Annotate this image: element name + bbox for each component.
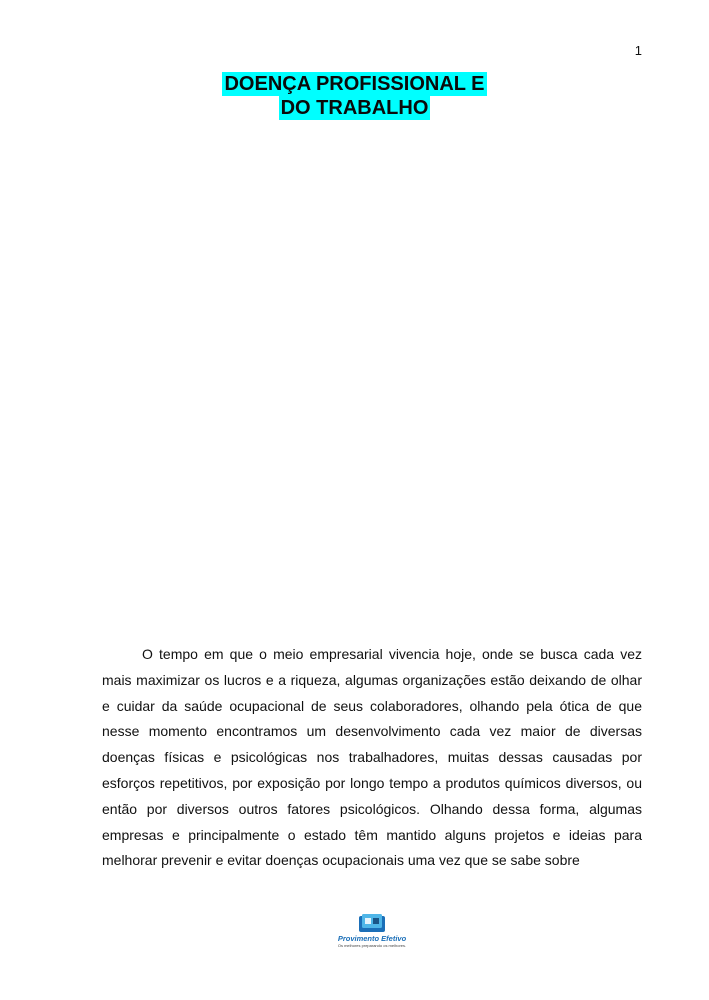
- paragraph-line: O tempo em que o meio empresarial vivencia hoje, onde se busca cada vez: [142, 646, 642, 662]
- paragraph-line: nesse momento encontramos um desenvolvimento cada vez maior de diversas: [102, 723, 642, 740]
- page-number: 1: [634, 43, 642, 58]
- logo-name: Provimento Efetivo: [337, 934, 407, 943]
- paragraph-line: então por diversos outros fatores psicológicos. Olhando dessa forma, algumas: [102, 800, 642, 817]
- logo-tagline: Os melhores preparando os melhores.: [337, 943, 407, 948]
- provimento-logo: [332, 912, 412, 956]
- body-paragraph: [102, 642, 642, 874]
- title-line-2: DO TRABALHO: [280, 97, 429, 119]
- paragraph-line: mais maximizar os lucros e a riqueza, algumas organizações estão deixando de olhar: [102, 671, 642, 688]
- title-line-1: DOENÇA PROFISSIONAL E: [224, 73, 485, 95]
- paragraph-line: doenças físicas e psicológicas nos trabalhadores, muitas dessas causadas por: [102, 749, 642, 766]
- paragraph-line: melhorar prevenir e evitar doenças ocupacionais uma vez que se sabe sobre: [102, 852, 580, 869]
- paragraph-line: e cuidar da saúde ocupacional de seus colaboradores, olhando pela ótica de que: [102, 697, 642, 714]
- paragraph-line: esforços repetitivos, por exposição por longo tempo a produtos químicos diversos, ou: [102, 774, 642, 791]
- paragraph-line: empresas e principalmente o estado têm mantido alguns projetos e ideias para: [102, 826, 642, 843]
- logo-emblem-icon: [357, 912, 387, 934]
- page-title: [0, 72, 709, 120]
